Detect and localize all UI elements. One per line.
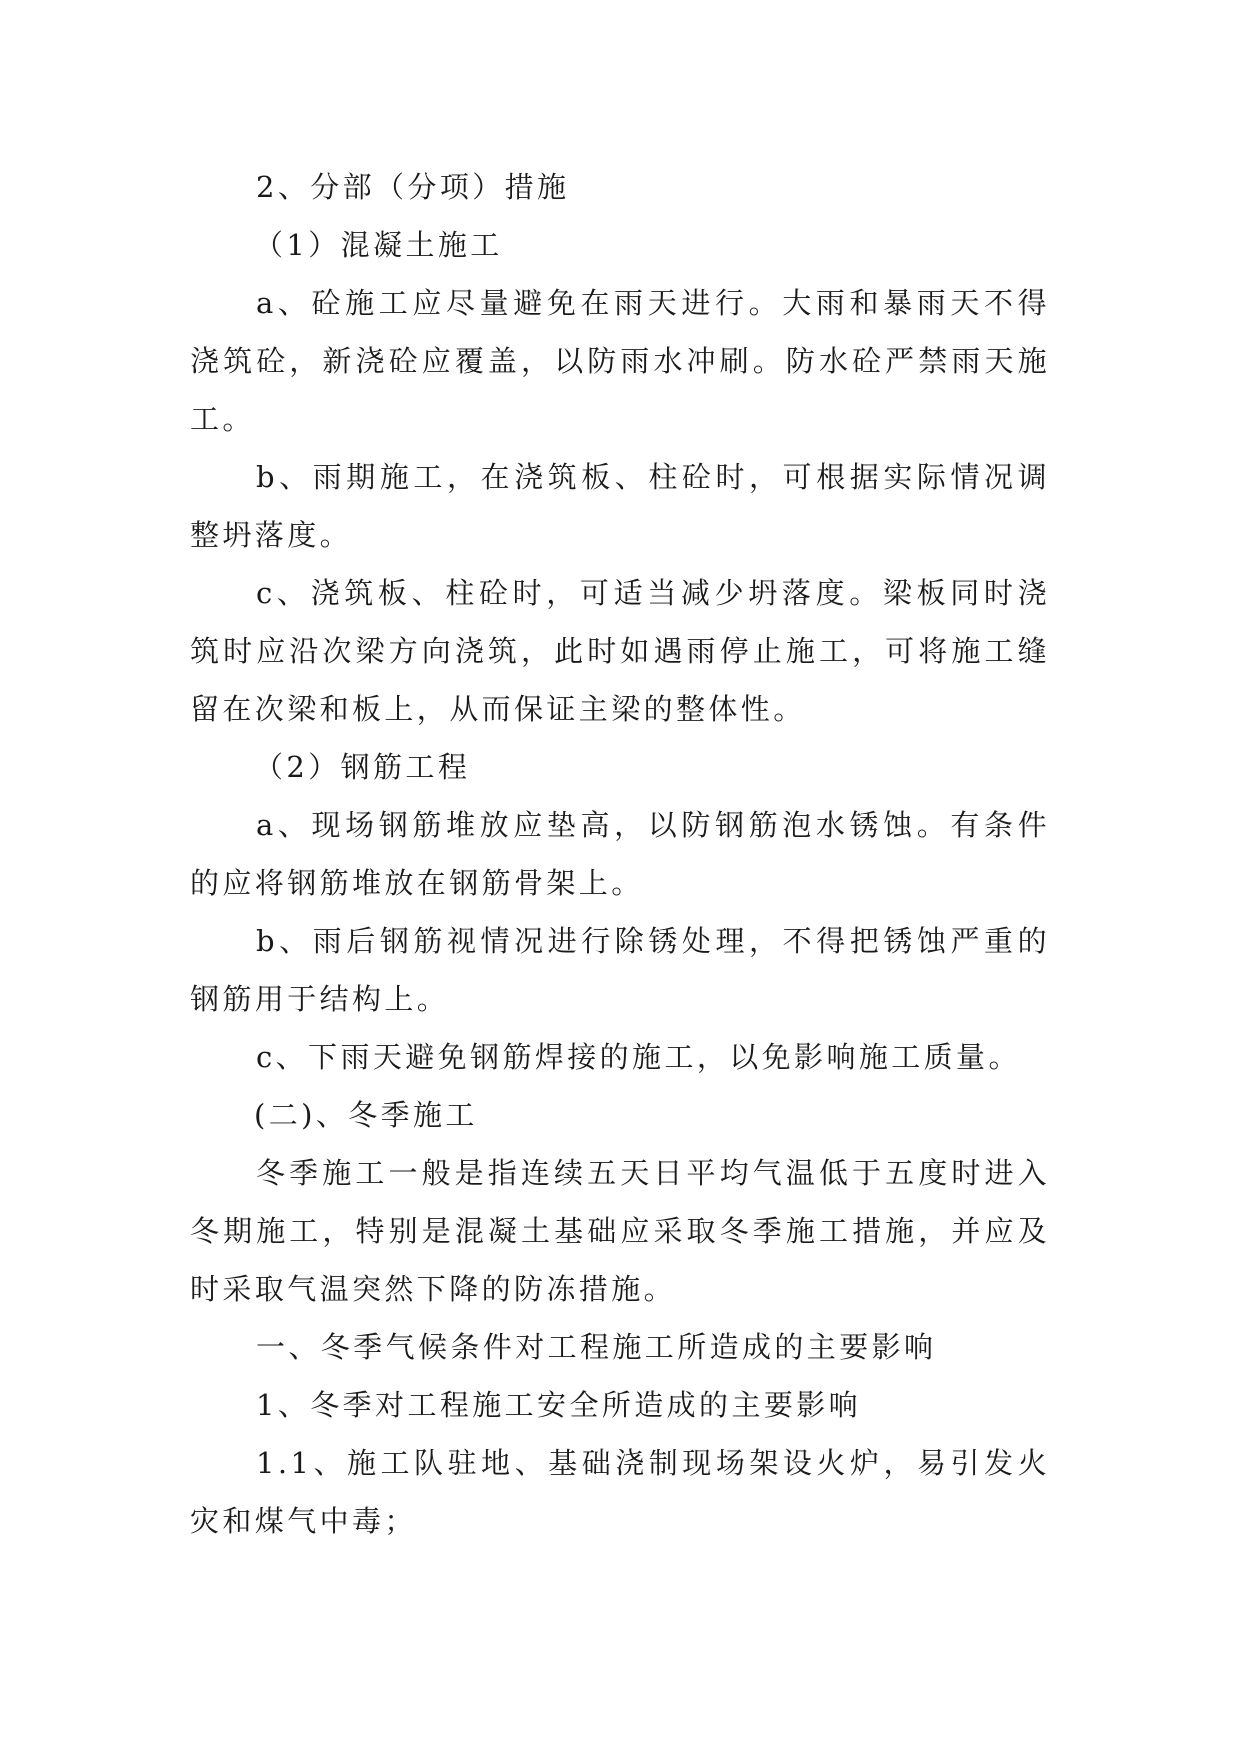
subsection-heading: （2）钢筋工程 xyxy=(254,750,471,784)
body-paragraph: b、雨后钢筋视情况进行除锈处理，不得把锈蚀严重的钢筋用于结构上。 xyxy=(190,924,1050,1016)
body-paragraph: c、浇筑板、柱砼时，可适当减少坍落度。梁板同时浇筑时应沿次梁方向浇筑，此时如遇雨停止施工，可将施工缝留在次梁和板上，从而保证主梁的整体性。 xyxy=(190,576,1050,726)
body-paragraph: 1.1、施工队驻地、基础浇制现场架设火炉，易引发火灾和煤气中毒； xyxy=(190,1446,1050,1538)
body-paragraph: b、雨期施工，在浇筑板、柱砼时，可根据实际情况调整坍落度。 xyxy=(190,460,1050,552)
section-heading: 2、分部（分项）措施 xyxy=(256,170,570,204)
body-paragraph: a、砼施工应尽量避免在雨天进行。大雨和暴雨天不得浇筑砼，新浇砼应覆盖，以防雨水冲刷。防水砼严禁雨天施工。 xyxy=(190,286,1050,436)
section-heading: 一、冬季气候条件对工程施工所造成的主要影响 xyxy=(256,1330,937,1364)
document-body xyxy=(190,158,1050,1550)
body-paragraph: a、现场钢筋堆放应垫高，以防钢筋泡水锈蚀。有条件的应将钢筋堆放在钢筋骨架上。 xyxy=(190,808,1050,900)
subsection-heading: 1、冬季对工程施工安全所造成的主要影响 xyxy=(256,1388,862,1422)
body-paragraph: 冬季施工一般是指连续五天日平均气温低于五度时进入冬期施工，特别是混凝土基础应采取冬季施工措施，并应及时采取气温突然下降的防冻措施。 xyxy=(190,1156,1050,1306)
subsection-heading: （1）混凝土施工 xyxy=(254,228,503,262)
body-paragraph: c、下雨天避免钢筋焊接的施工，以免影响施工质量。 xyxy=(256,1040,1021,1074)
section-heading: (二)、冬季施工 xyxy=(254,1098,478,1132)
